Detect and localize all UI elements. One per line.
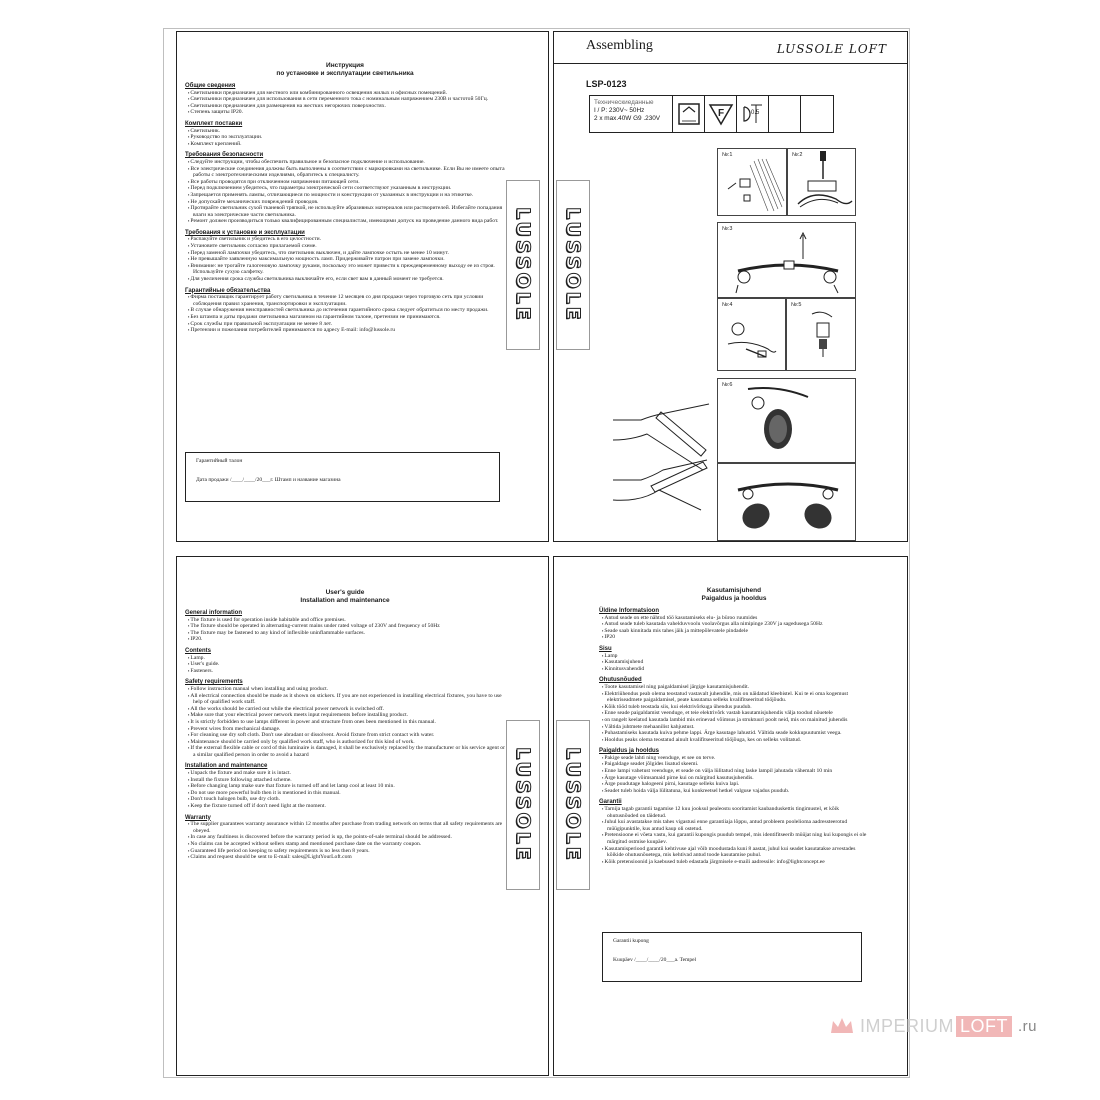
list-item: ▪ Светильники предназначен для использования в сети переменного тока с номинальным напряжением 230В и частотой 50Гц. <box>185 96 505 103</box>
list-item: ▪ Kasutamisperiood garantii kehtivuse ajal võib moodustada kuni 8 aastat, juhul kui seadet kasutatakse arvestades kõikide ohutusnõuetega, mis kehtivad antud toode kasutamise puhul. <box>599 846 869 859</box>
list-item: ▪ Lamp <box>599 653 869 660</box>
indoor-use-icon <box>673 96 705 132</box>
ru-title-1: Инструкция <box>326 62 364 69</box>
list-item: ▪ Внимание: не трогайте галогеновую лампочку руками, поскольку это может привести к преждевременному выходу ее из строя. Используйте сухую салфетку. <box>185 263 505 276</box>
list-item: ▪ Maintenance should be carried only by qualified work staff, who is authorized for this kind of work. <box>185 739 505 746</box>
spec-bulbs: 2 x max.40W G9 .230V <box>594 115 661 122</box>
list-item: ▪ Unpack the fixture and make sure it is intact. <box>185 770 505 777</box>
list-item: ▪ Степень защиты IP20. <box>185 109 505 116</box>
list-item: ▪ Kinnitusvahendid <box>599 666 869 673</box>
list-item: ▪ Ärge kasutage võimsamaid pirne kui on märgitud kasutusjuhendis. <box>599 775 869 782</box>
ru-warranty-coupon <box>185 452 500 502</box>
technical-specs-box <box>589 95 834 133</box>
section-heading: Требования безопасности <box>185 152 264 159</box>
list-item: ▪ Hooldus peaks olema teostatud ainult kvalifitseeritud tööjõuga, kes on selleks volitatud. <box>599 737 869 744</box>
list-item: ▪ No claims can be accepted without sellers stamp and mentioned purchase date on the warranty coupon. <box>185 841 505 848</box>
ru-warranty-line: Дата продажи /____/____/20___г. Штамп и название магазина <box>196 477 341 483</box>
list-item: ▪ Prevent wires from mechanical damage. <box>185 726 505 733</box>
list-item: ▪ Before changing lamp make sure that fixture is turned off and let lamp cool at least 10 min. <box>185 783 505 790</box>
ru-warranty-title: Гарантийный талон <box>196 458 243 464</box>
section-heading: Общие сведения <box>185 83 236 89</box>
estonian-text <box>599 587 869 865</box>
et-warranty-line: Kuupäev /____/____/20___a. Tempel <box>613 957 697 963</box>
section-heading: Paigaldus ja hooldus <box>599 748 660 755</box>
section-heading: Installation and maintenance <box>185 763 268 770</box>
list-item: ▪ Перед заменой лампочки убедитесь, что светильник выключен, и дайте лампочке остыть не менее 10 минут. <box>185 250 505 257</box>
section-list <box>185 655 505 675</box>
list-item: ▪ Не допускайте механических повреждений проводов. <box>185 199 505 206</box>
section-list <box>185 821 505 861</box>
list-item: ▪ Claims and request should be sent to E-mail: sales@LightYourLoft.com <box>185 854 505 861</box>
list-item: ▪ All electrical connection should be made as it shown on stickers. If you are not experienced in installing electrical fixtures, you have to use help of qualified work staff. <box>185 693 505 706</box>
list-item: ▪ Make sure that your electrical power network meets input requirements before installing product. <box>185 712 505 719</box>
list-item: ▪ Светильники предназначен для местного или комбинированного освещения жилых и офисных помещений. <box>185 90 505 97</box>
lussole-logo-strip <box>506 180 540 350</box>
list-item: ▪ Срок службы при правильной эксплуатации не менее 8 лет. <box>185 321 505 328</box>
et-warranty-title: Garantii kupong <box>613 938 649 944</box>
spec-voltage: I / P: 230V~ 50Hz <box>594 107 645 114</box>
list-item: ▪ В случае обнаружения неисправностей светильника до истечения гарантийного срока следует обратиться по месту продажи. <box>185 307 505 314</box>
step-1-label: №:1 <box>722 152 733 158</box>
step-4-label: №:4 <box>722 302 733 308</box>
list-item: ▪ It is strictly forbidden to use lamps different in power and structure from ones been mentioned in this manual. <box>185 719 505 726</box>
list-item: ▪ Kõik pretensioonid ja kaebused tuleb edastada järgmisele e-maili aadressile: info@lightconcept.ee <box>599 859 869 866</box>
list-item: ▪ Ремонт должен производиться только квалифицированным специалистам, имеющими допуск на проведение данного вида работ. <box>185 218 505 225</box>
en-title-2: Installation and maintenance <box>300 597 390 604</box>
distance-icon <box>737 96 769 132</box>
list-item: ▪ The fixture may be fastened to any kind of inflexible uninflammable surfaces. <box>185 630 505 637</box>
et-title-1: Kasutamisjuhend <box>706 587 762 594</box>
f-mark-label: F <box>717 108 724 119</box>
section-heading: Garantii <box>599 799 622 806</box>
russian-text <box>185 62 505 334</box>
distance-label: 0.5 <box>750 110 759 116</box>
section-heading: Гарантийные обязательства <box>185 287 271 294</box>
section-list <box>185 617 505 643</box>
final-assembly-diagram <box>717 463 856 541</box>
section-list <box>599 806 869 865</box>
section-heading: Требования к установке и эксплуатации <box>185 229 305 236</box>
section-heading: Contents <box>185 647 211 654</box>
list-item: ▪ Fasteners. <box>185 668 505 675</box>
blank-cell-2 <box>801 96 833 132</box>
list-item: ▪ User's guide. <box>185 661 505 668</box>
list-item: ▪ Puhastamiseks kasutada kuiva pehme lappi. Ärge kasutage lahustid. Vältida seade kokkupuutumist veega. <box>599 730 869 737</box>
et-sections <box>599 608 869 865</box>
watermark-left: IMPERIUM <box>860 1015 954 1036</box>
list-item: ▪ Guaranteed life period on keeping to safety requirements is no less then 8 years. <box>185 848 505 855</box>
model-number: LSP-0123 <box>586 79 627 89</box>
list-item: ▪ Antud seade on ette nähtud töö kasutamiseks elu- ja büroo ruumides <box>599 615 869 622</box>
list-item: ▪ Elektriühendus peab olema teostatud vastavalt juhendile, mis on näidatud kleebistel. Kui te ei oma kogemust elektriseadmete paigaldamisel, peate kasutama selleks kvalifitseeritud tööjõudu. <box>599 691 869 704</box>
panel-russian-instructions <box>176 31 549 542</box>
step-6-diagram <box>717 378 856 463</box>
list-item: ▪ Фирма поставщик гарантирует работу светильника в течение 12 месяцев со дня продажи через торговую сеть при условии соблюдения правил хранения, транспортировки и эксплуатации. <box>185 294 505 307</box>
f-mark-icon <box>705 96 737 132</box>
list-item: ▪ Запрещается применять лампы, отличающиеся по мощности и конструкции от указанных в инструкции и на этикетке. <box>185 192 505 199</box>
list-item: ▪ Tootе kasutamisel ning paigaldamisel järgige kasutamisjuhendit. <box>599 684 869 691</box>
section-list <box>599 615 869 641</box>
list-item: ▪ For cleaning use dry soft cloth. Don't use abradant or dissolvent. Avoid fixture from strict contact with water. <box>185 732 505 739</box>
lussole-logo-text: LUSSOLE <box>512 747 534 863</box>
panel-english-guide <box>176 556 549 1076</box>
list-item: ▪ Don't touch halogen bulb, use dry cloth. <box>185 796 505 803</box>
list-item: ▪ Протирайте светильник сухой тканевой тряпкой, не используйте абразивных материалов или растворителей. Избегайте попадания влаги на электрические части светильника. <box>185 205 505 218</box>
step-3-label: №:3 <box>722 226 733 232</box>
list-item: ▪ Комплект креплений. <box>185 141 505 148</box>
list-item: ▪ All the works should be carried out while the electrical power network is switched off. <box>185 706 505 713</box>
list-item: ▪ Для увеличения срока службы светильника выключайте его, если свет вам в данный момент не требуется. <box>185 276 505 283</box>
list-item: ▪ Следуйте инструкции, чтобы обеспечить правильное и безопасное подключение и использование. <box>185 159 505 166</box>
specs-label: Техническиеданные <box>594 99 654 106</box>
ru-title-2: по установке и эксплуатации светильника <box>276 70 414 77</box>
en-sections <box>185 610 505 861</box>
section-list <box>599 684 869 743</box>
section-list <box>185 294 505 334</box>
list-item: ▪ Follow instruction manual when installing and using product. <box>185 686 505 693</box>
list-item: ▪ Без штампа и даты продажи светильника магазином на гарантийном талоне, претензии не принимаются. <box>185 314 505 321</box>
list-item: ▪ The fixture should be operated in alternating-current mains under rated voltage of 230V and frequency of 50Hz <box>185 623 505 630</box>
list-item: ▪ In case any faultiness is discovered before the warranty period is up, the points-of-sale terminal should be addressed. <box>185 834 505 841</box>
section-heading: Üldine Informatsioon <box>599 608 659 614</box>
section-list <box>185 236 505 282</box>
watermark-right: LOFT <box>956 1016 1012 1037</box>
list-item: ▪ Enne seade paigaldamist veenduge, et teie elektrivõrk vastab kasutamisjuhendis välja toodud nõuetele <box>599 710 869 717</box>
english-text <box>185 589 505 861</box>
list-item: ▪ The supplier guarantees warranty assurance within 12 months after purchase from trading network on terms that all safety requirements are obeyed. <box>185 821 505 834</box>
section-list <box>599 755 869 795</box>
section-list <box>185 770 505 810</box>
list-item: ▪ Antud seade tuleb kasutada vahelduvvoolu voolavõrgus alla nimipinge 230V ja sagedusega 50Hz <box>599 621 869 628</box>
section-list <box>599 653 869 673</box>
section-list <box>185 159 505 225</box>
list-item: ▪ Enne lampi vahetust veenduge, et seade on välja lülitatud ning laske lampil jahutada vähemalt 10 min <box>599 768 869 775</box>
step-3-diagram <box>717 222 856 298</box>
section-heading: General information <box>185 610 243 616</box>
lussole-logo-strip <box>556 720 590 890</box>
list-item: ▪ Светильники предназначен для размещения на жестких негорючих поверхностях. <box>185 103 505 110</box>
list-item: ▪ Seadet tuleb hoida välja lülitatuna, kui konkreetsel hetkel valguse vajadus puudub. <box>599 788 869 795</box>
list-item: ▪ Перед подключением убедитесь, что параметры электрической сети соответствуют указанным в инструкции. <box>185 185 505 192</box>
step-1-diagram <box>717 148 787 216</box>
list-item: ▪ Juhul kui avastatakse mis tahes vigastusi enne garantiiaja lõppu, antud probleem poolelioma aadressteerotud müügipunktile, kus antud kaup oli ostetud. <box>599 819 869 832</box>
list-item: ▪ Do not use more powerful bulb then it is mentioned in this manual. <box>185 790 505 797</box>
crown-icon <box>828 1015 856 1037</box>
list-item: ▪ Keep the fixture turned off if don't need light at the moment. <box>185 803 505 810</box>
list-item: ▪ Lamp. <box>185 655 505 662</box>
section-heading: Комплект поставки <box>185 120 243 127</box>
list-item: ▪ Kasutamisjuhend <box>599 659 869 666</box>
et-warranty-coupon <box>602 932 862 982</box>
section-list <box>185 686 505 759</box>
lussole-logo-text: LUSSOLE <box>562 747 584 863</box>
section-heading: Sisu <box>599 645 612 652</box>
step-2-label: №:2 <box>792 152 803 158</box>
en-title-1: User's guide <box>325 589 365 596</box>
list-item: ▪ Install the fixture following attached scheme. <box>185 777 505 784</box>
lussole-logo-text: LUSSOLE <box>562 207 584 323</box>
imperiumloft-watermark <box>828 1012 1068 1040</box>
blank-cell <box>769 96 801 132</box>
lussole-logo-strip <box>556 180 590 350</box>
list-item: ▪ If the external flexible cable or cord of this luminaire is damaged, it shall be exclusively replaced by the manufacturer or his service agent or a similar qualified person in order to avoid a hazard <box>185 745 505 758</box>
watermark-tld: .ru <box>1018 1017 1038 1035</box>
ru-sections <box>185 83 505 334</box>
list-item: ▪ IP20. <box>185 636 505 643</box>
section-heading: Ohutusnõuded <box>599 677 642 684</box>
list-item: ▪ Все электрические соединения должны быть выполнены в соответствии с маркировками на светильнике. Если Вы не имеете опыта работы с электротехническими изделиями, обратитесь к специалисту. <box>185 166 505 179</box>
section-list <box>185 90 505 116</box>
list-item: ▪ Vältida juhtmete mehaanilist kahjustust. <box>599 724 869 731</box>
step-5-label: №:5 <box>791 302 802 308</box>
lussole-logo-strip <box>506 720 540 890</box>
panel-assembling <box>553 31 908 542</box>
section-heading: Warranty <box>185 814 211 821</box>
list-item: ▪ Pretensioone ei võeta vastu, kui garantii kupongis puudub tempel, mis identifitseerib müüjat ning kui kupongis ei ole märgitud ostmise kuupäev. <box>599 832 869 845</box>
et-title-2: Paigaldus ja hooldus <box>701 595 767 602</box>
list-item: ▪ The fixture is used for operation inside habitable and office premises. <box>185 617 505 624</box>
assembling-heading: Assembling <box>586 38 653 53</box>
step-6-label: №:6 <box>722 382 733 388</box>
list-item: ▪ on rangelt keelatud kasutada lambid mis erinevad võimsus ja struktuuri poolt neid, mis on mainitud juhendis <box>599 717 869 724</box>
list-item: ▪ Установите светильник согласно прилагаемой схеме. <box>185 243 505 250</box>
lussole-logo-text: LUSSOLE <box>512 207 534 323</box>
list-item: ▪ Tarnija tagab garantii tagamise 12 kuu jooksul pealeostu sooritamist kaubanduskettis tingimustel, et kõik ohutusnõuded on täidetud. <box>599 806 869 819</box>
list-item: ▪ Pakige seade lahti ning veenduge, et see on terve. <box>599 755 869 762</box>
section-list <box>185 128 505 148</box>
list-item: ▪ Seade saab kinnitada mis tahes jäik ja mittepõlevatele pindadele <box>599 628 869 635</box>
list-item: ▪ Распакуйте светильник и убедитесь в его целостности. <box>185 236 505 243</box>
list-item: ▪ IP20 <box>599 634 869 641</box>
section-heading: Safety requirements <box>185 679 243 686</box>
list-item: ▪ Не превышайте заявленную максимальную мощность ламп. Придерживайте патрон при замене лампочки. <box>185 256 505 263</box>
specs-text <box>590 96 673 132</box>
step-4-diagram <box>717 298 786 371</box>
panel-estonian-guide <box>553 556 908 1076</box>
list-item: ▪ Руководство по эксплуатации. <box>185 134 505 141</box>
list-item: ▪ Претензии и пожелания потребителей принимаются по адресу E-mail: info@lussole.ru <box>185 327 505 334</box>
list-item: ▪ Все работы проводятся при отключенном напряжении питающей сети. <box>185 179 505 186</box>
list-item: ▪ Kõik tööd tuleb teostada siis, kui elektrivõrkuga ühendus puudub. <box>599 704 869 711</box>
list-item: ▪ Ärge puudutage halogeeni pirni, kasutage selleks kuiva lapi. <box>599 781 869 788</box>
step-2-diagram <box>787 148 856 216</box>
list-item: ▪ Paigaldage seadet jõlgides lisatud skeemi. <box>599 761 869 768</box>
brand-logo: LUSSOLE LOFT <box>776 42 887 56</box>
hands-diagram <box>611 390 715 520</box>
assembling-header <box>554 32 907 64</box>
step-5-diagram <box>786 298 856 371</box>
list-item: ▪ Светильник. <box>185 128 505 135</box>
